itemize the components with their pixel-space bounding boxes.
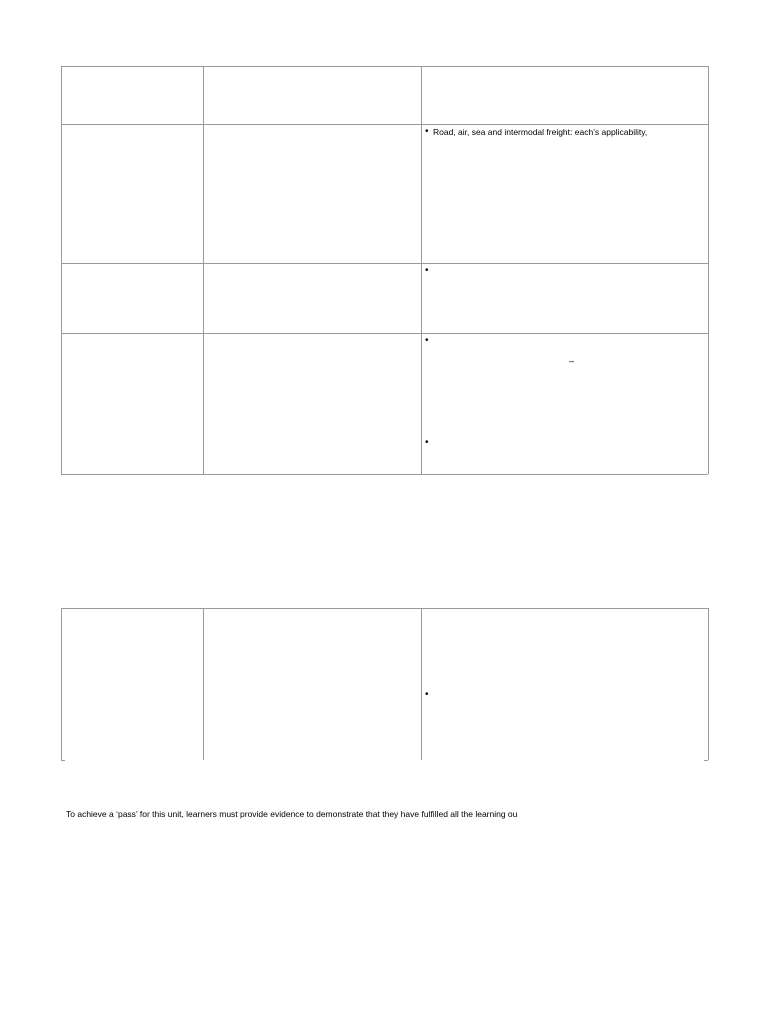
table-2-bottom-tick-left bbox=[61, 760, 65, 761]
table-1-border-top bbox=[61, 66, 708, 67]
table-1-border-right bbox=[708, 66, 709, 474]
table-2-border-top bbox=[61, 608, 708, 609]
bullet-marker: • bbox=[425, 126, 429, 137]
table-1-row-2-text: Road, air, sea and intermodal freight: each’s applicability, bbox=[433, 127, 648, 137]
table-1-row-divider bbox=[61, 263, 708, 264]
table-1-border-left bbox=[61, 66, 62, 474]
bullet-marker: • bbox=[425, 689, 429, 700]
table-2-col-divider bbox=[421, 608, 422, 760]
bullet-marker: • bbox=[425, 437, 429, 448]
table-1-col-divider bbox=[203, 66, 204, 474]
table-1-row-divider bbox=[61, 333, 708, 334]
table-1-row-divider bbox=[61, 124, 708, 125]
table-1-border-bottom bbox=[61, 474, 708, 475]
table-2-col-divider bbox=[203, 608, 204, 760]
table-2-border-right bbox=[708, 608, 709, 760]
assessment-paragraph: To achieve a ‘pass’ for this unit, learners must provide evidence to demonstrate that they have fulfilled all the learning ou bbox=[66, 809, 518, 819]
dash-mark: – bbox=[569, 356, 575, 366]
table-1-col-divider bbox=[421, 66, 422, 474]
table-2-bottom-tick-right bbox=[704, 760, 708, 761]
table-2-border-left bbox=[61, 608, 62, 760]
bullet-marker: • bbox=[425, 265, 429, 276]
bullet-marker: • bbox=[425, 335, 429, 346]
